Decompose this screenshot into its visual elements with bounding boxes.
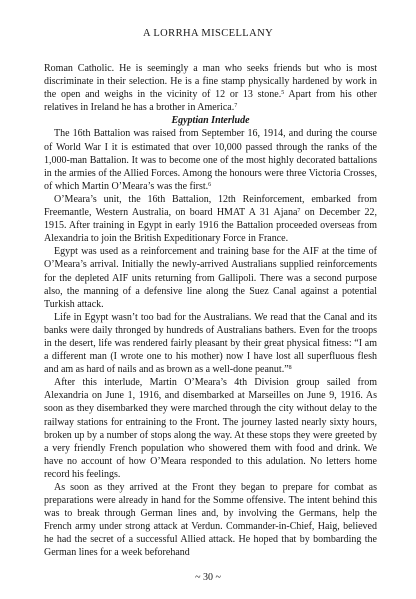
- paragraph-text: Life in Egypt wasn’t too bad for the Australians. We read that the Canal and its banks were daily thronged by hundreds of Australians bathers. Even for the troops in the desert, life was rendered fairly pleasant by their great physical fitness: “I am a different man (I wrote one to his mother) now I have lost all superfluous flesh and am as hard of nails and as brown as a well-done peanut.”: [44, 311, 377, 376]
- paragraph-text: Roman Catholic. He is seemingly a man who seeks friends but who is most discriminate in their selection. He is a fine stamp physically hardened by work in the open and weighs in the vicinity of 12 or 13 stone.: [44, 63, 377, 101]
- page-number: ~ 30 ~: [195, 572, 221, 583]
- paragraph-5: [44, 311, 377, 376]
- paragraph-7: [44, 481, 377, 560]
- body-text: [44, 62, 377, 560]
- running-header: A LORRHA MISCELLANY: [142, 28, 274, 39]
- footnote-marker: 8: [288, 365, 292, 372]
- footnote-marker: 7: [297, 208, 301, 215]
- footnote-marker: 6: [208, 181, 212, 188]
- paragraph-text: Apart from his other relatives in Ireland he has a brother in America.: [44, 89, 377, 114]
- paragraph-text: O’Meara’s unit, the 16th Battalion, 12th Reinforcement, embarked from Freemantle, Western Australia, on board HMAT A 31 Ajana: [44, 193, 377, 219]
- paragraph-text: The 16th Battalion was raised from September 16, 1914, and during the course of World War I it is estimated that over 10,000 passed through the ranks of the 1,000-man Battalion. It was to become one of the most highly decorated battalions in the armies of the Allied Forces. Among the honours were three Victoria Crosses, of which Martin O’Meara’s was the first.: [44, 128, 377, 192]
- paragraph-text: on December 22, 1915. After training in Egypt in early 1916 the Battalion proceeded overseas from Alexandria to join the British Expeditionary Force in France.: [44, 207, 377, 245]
- paragraph-text: Egypt was used as a reinforcement and training base for the AIF at the time of O’Meara’s arrival. Initially the newly-arrived Australians supplied reinforcements for the depleted AIF units returning from Gallipoli. There was a second purpose also, the manning of a defensive line along the Suez Canal against a potential Turkish attack.: [44, 246, 377, 310]
- paragraph-1: [44, 62, 377, 114]
- paragraph-2: [44, 127, 377, 192]
- paragraph-text: As soon as they arrived at the Front they began to prepare for combat as preparations were already in hand for the Somme offensive. The intent behind this was to break through German lines and, by involving the Germans, help the French army under strong attack at Verdun. Commander-in-Chief, Haig, believed he had the secret of a successful Allied attack. He hoped that by bombarding the German lines for a week beforehand: [44, 482, 377, 559]
- footnote-marker: 5: [281, 90, 285, 97]
- paragraph-text: After this interlude, Martin O’Meara’s 4th Division group sailed from Alexandria on June 1, 1916, and disembarked at Marseilles on June 9, 1916. As soon as they disembarked they were marched through the city without delay to the railway stations for entraining to the Front. The journey lasted nearly sixty hours, broken up by a number of stops along the way. At these stops they were greeted by a very friendly French population who showered them with food and drink. We have no account of how O’Meara responded to this adulation. No letters home record his feelings.: [44, 377, 377, 480]
- paragraph-3: [44, 193, 377, 245]
- section-subheading: Egyptian Interlude: [171, 115, 250, 127]
- paragraph-4: [44, 245, 377, 310]
- footnote-marker: 7: [234, 103, 238, 110]
- paragraph-6: [44, 376, 377, 481]
